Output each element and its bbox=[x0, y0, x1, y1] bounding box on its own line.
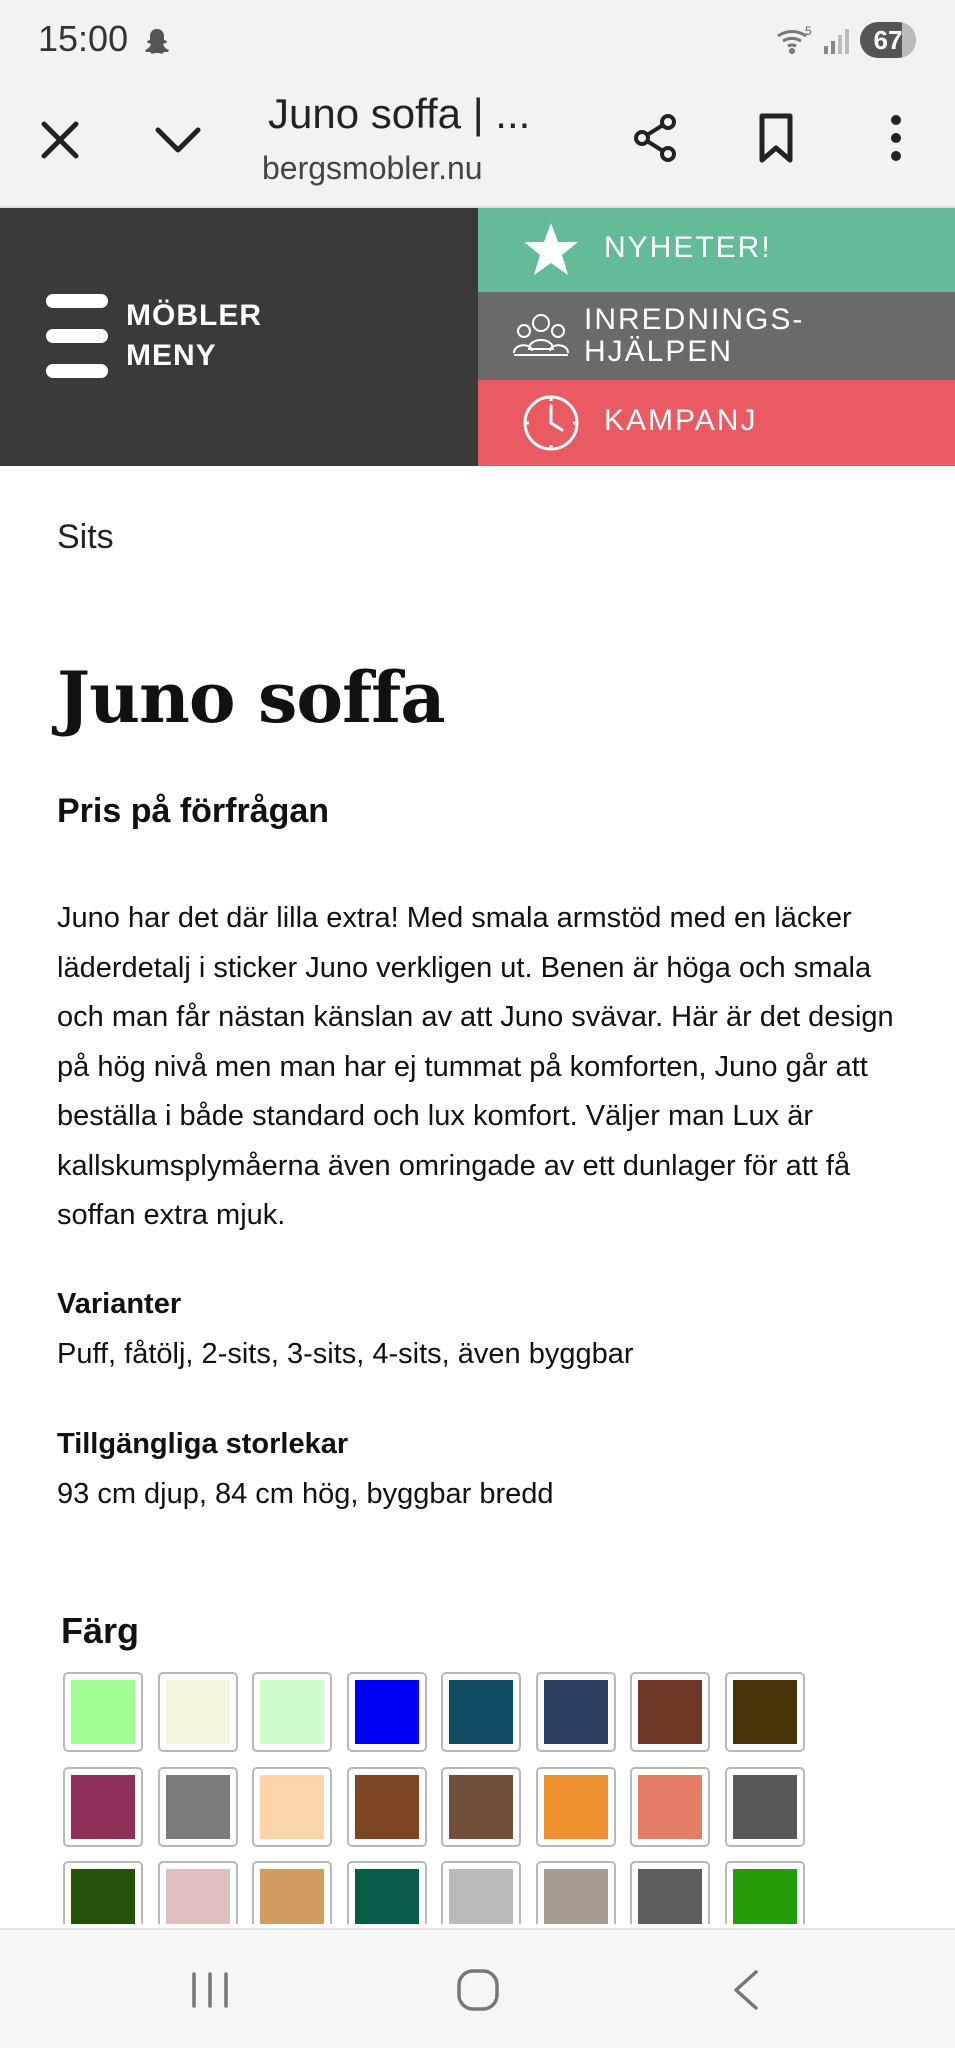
color-swatch-fill bbox=[166, 1680, 230, 1744]
color-swatch[interactable] bbox=[441, 1672, 521, 1752]
color-swatch[interactable] bbox=[347, 1767, 427, 1847]
snapchat-icon bbox=[142, 26, 172, 56]
color-swatch-fill bbox=[355, 1869, 419, 1924]
color-swatch[interactable] bbox=[252, 1672, 332, 1752]
color-swatch[interactable] bbox=[63, 1861, 143, 1924]
color-swatch[interactable] bbox=[536, 1672, 616, 1752]
status-time: 15:00 bbox=[38, 18, 129, 59]
product-title: Juno soffa bbox=[57, 656, 445, 739]
color-swatch-fill bbox=[638, 1869, 702, 1924]
close-icon[interactable] bbox=[30, 110, 90, 170]
color-swatch[interactable] bbox=[536, 1861, 616, 1924]
campaign-link[interactable] bbox=[478, 380, 955, 466]
color-swatch[interactable] bbox=[630, 1767, 710, 1847]
color-swatch-fill bbox=[355, 1680, 419, 1744]
color-swatch[interactable] bbox=[63, 1672, 143, 1752]
color-swatch[interactable] bbox=[158, 1767, 238, 1847]
color-swatch-fill bbox=[71, 1869, 135, 1924]
color-swatch[interactable] bbox=[252, 1861, 332, 1924]
clock-icon bbox=[520, 392, 582, 454]
campaign-label: KAMPANJ bbox=[604, 404, 758, 437]
page-url[interactable]: bergsmobler.nu bbox=[262, 150, 483, 186]
news-link[interactable] bbox=[478, 208, 955, 292]
color-swatch-fill bbox=[544, 1869, 608, 1924]
color-swatch-fill bbox=[638, 1775, 702, 1839]
color-swatch[interactable] bbox=[158, 1861, 238, 1924]
hamburger-icon bbox=[46, 294, 108, 378]
color-swatch[interactable] bbox=[347, 1672, 427, 1752]
color-swatch-fill bbox=[733, 1869, 797, 1924]
browser-toolbar bbox=[0, 80, 955, 208]
system-nav-bar bbox=[0, 1928, 955, 2048]
share-icon[interactable] bbox=[626, 108, 686, 168]
color-swatch-fill bbox=[733, 1775, 797, 1839]
color-swatch[interactable] bbox=[441, 1767, 521, 1847]
color-swatches bbox=[63, 1672, 923, 1924]
menu-button[interactable] bbox=[0, 208, 478, 466]
color-swatch[interactable] bbox=[441, 1861, 521, 1924]
color-swatch-fill bbox=[166, 1869, 230, 1924]
more-options-icon[interactable] bbox=[866, 108, 926, 168]
sizes-label: Tillgängliga storlekar bbox=[57, 1428, 349, 1460]
sizes-value: 93 cm djup, 84 cm hög, byggbar bredd bbox=[57, 1478, 554, 1510]
star-icon bbox=[520, 219, 582, 281]
color-swatch[interactable] bbox=[158, 1672, 238, 1752]
color-swatch-fill bbox=[166, 1775, 230, 1839]
color-swatch-fill bbox=[355, 1775, 419, 1839]
color-swatch[interactable] bbox=[725, 1672, 805, 1752]
color-swatch-fill bbox=[260, 1680, 324, 1744]
battery-indicator: 67 bbox=[860, 22, 916, 58]
menu-label: MÖBLER MENY bbox=[126, 299, 262, 372]
breadcrumb[interactable]: Sits bbox=[57, 518, 114, 556]
color-swatch-fill bbox=[260, 1775, 324, 1839]
product-description: Juno har det där lilla extra! Med smala armstöd med en läcker läderdetalj i sticker Juno verkligen ut. Benen är höga och smala och man får nästan känslan av att Juno svävar. Här är det design på hög nivå men man har ej tummat på komforten, Juno går att beställa i både standard och lux komfort. Väljer man Lux är kallskumsplymåerna även omringade av ett dunlager för att få soffan extra mjuk. bbox=[57, 902, 894, 1231]
product-price: Pris på förfrågan bbox=[57, 792, 330, 830]
people-icon bbox=[510, 305, 572, 367]
color-swatch-fill bbox=[449, 1869, 513, 1924]
page-title[interactable]: Juno soffa | ... bbox=[268, 90, 531, 137]
interior-help-link[interactable] bbox=[478, 292, 955, 380]
color-swatch[interactable] bbox=[725, 1767, 805, 1847]
color-swatch[interactable] bbox=[536, 1767, 616, 1847]
color-swatch-fill bbox=[71, 1680, 135, 1744]
color-swatch[interactable] bbox=[630, 1861, 710, 1924]
status-bar bbox=[0, 0, 955, 80]
color-swatch[interactable] bbox=[630, 1672, 710, 1752]
color-swatch-fill bbox=[638, 1680, 702, 1744]
color-swatch-fill bbox=[260, 1869, 324, 1924]
svg-text:5: 5 bbox=[805, 24, 812, 38]
color-swatch-fill bbox=[544, 1775, 608, 1839]
signal-icon bbox=[822, 26, 852, 56]
color-swatch-fill bbox=[449, 1775, 513, 1839]
chevron-down-icon[interactable] bbox=[148, 110, 208, 170]
interior-help-label: INREDNINGS- HJÄLPEN bbox=[584, 303, 805, 368]
color-swatch-fill bbox=[449, 1680, 513, 1744]
color-swatch-fill bbox=[544, 1680, 608, 1744]
back-icon[interactable] bbox=[718, 1962, 774, 2018]
color-swatch-fill bbox=[71, 1775, 135, 1839]
bookmark-icon[interactable] bbox=[746, 108, 806, 168]
color-swatch[interactable] bbox=[725, 1861, 805, 1924]
recent-apps-icon[interactable] bbox=[182, 1962, 238, 2018]
wifi-icon bbox=[776, 24, 814, 56]
color-swatch-fill bbox=[733, 1680, 797, 1744]
news-label: NYHETER! bbox=[604, 231, 772, 264]
site-header bbox=[0, 208, 955, 466]
home-icon[interactable] bbox=[450, 1962, 506, 2018]
variants-label: Varianter bbox=[57, 1288, 182, 1320]
color-swatch[interactable] bbox=[347, 1861, 427, 1924]
color-heading: Färg bbox=[61, 1610, 140, 1651]
color-swatch[interactable] bbox=[63, 1767, 143, 1847]
variants-value: Puff, fåtölj, 2-sits, 3-sits, 4-sits, även byggbar bbox=[57, 1338, 634, 1370]
color-swatch[interactable] bbox=[252, 1767, 332, 1847]
